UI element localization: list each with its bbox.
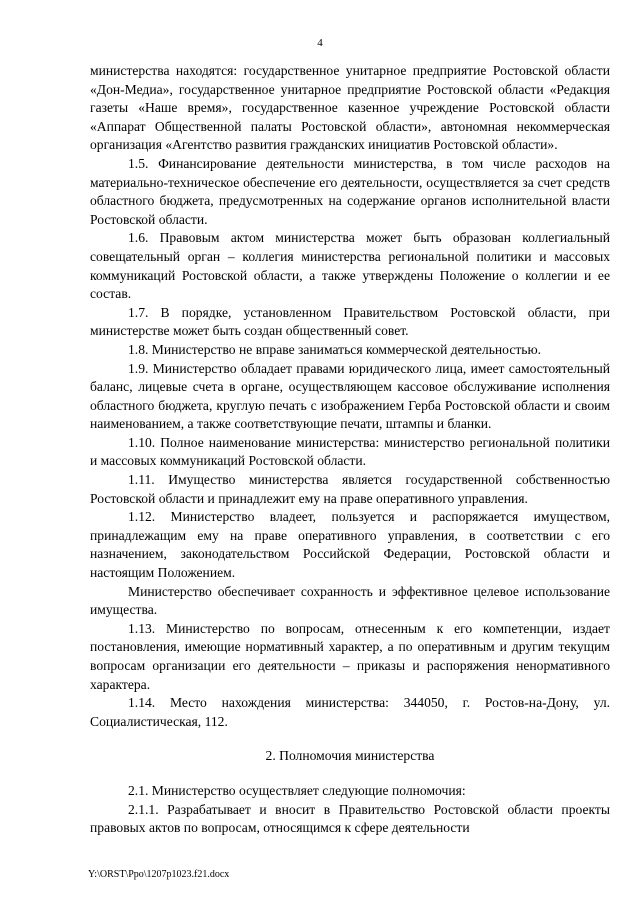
paragraph-1-9: 1.9. Министерство обладает правами юридического лица, имеет самостоятельный баланс, лицевые счета в органе, осуществляющем кассовое обслуживание исполнения областного бюджета, круглую печать с изображением Герба Ростовской области и своим наименованием, а также соответствующие печати, штампы и бланки. (90, 360, 610, 432)
paragraph-1-14: 1.14. Место нахождения министерства: 344050, г. Ростов-на-Дону, ул. Социалистическая, 112. (90, 695, 610, 729)
paragraph-1-5: 1.5. Финансирование деятельности министерства, в том числе расходов на материально-техническое обеспечение его деятельности, осуществляется за счет средств областного бюджета, предусмотренных на содержание органов исполнительной власти Ростовской области. (90, 155, 610, 227)
paragraph-continuation: министерства находятся: государственное унитарное предприятие Ростовской области «Дон-Медиа», государственное унитарное предприятие Ростовской области «Редакция газеты «Наше время», государственное казенное учреждение Ростовской области «Аппарат Общественной палаты Ростовской области», автономная некоммерческая организация «Агентство развития гражданских инициатив Ростовской области». (90, 63, 610, 153)
paragraph-2-1: 2.1. Министерство осуществляет следующие полномочия: (128, 782, 466, 798)
footer-file-path: Y:\ORST\Ppo\1207p1023.f21.docx (88, 869, 230, 880)
section-heading: 2. Полномочия министерства (265, 748, 435, 764)
paragraph-property-safety: Министерство обеспечивает сохранность и эффективное целевое использование имущества. (90, 583, 610, 618)
paragraph-2-1-1: 2.1.1. Разрабатывает и вносит в Правительство Ростовской области проекты правовых актов по вопросам, относящимся к сфере деятельности (90, 801, 610, 836)
paragraph-1-7: 1.7. В порядке, установленном Правительством Ростовской области, при министерстве может быть создан общественный совет. (90, 304, 610, 339)
page-number: 4 (317, 37, 323, 49)
paragraph-1-13: 1.13. Министерство по вопросам, отнесенным к его компетенции, издает постановления, имеющие нормативный характер, а по оперативным и другим текущим вопросам организации его деятельности – приказы и распоряжения ненормативного характера. (90, 620, 610, 692)
paragraph-1-6: 1.6. Правовым актом министерства может быть образован коллегиальный совещательный орган – коллегия министерства региональной политики и массовых коммуникаций Ростовской области, а также утверждены Положение о коллегии и ее состав. (90, 230, 610, 302)
paragraph-1-11: 1.11. Имущество министерства является государственной собственностью Ростовской области и принадлежит ему на праве оперативного управления. (90, 472, 610, 506)
paragraph-1-12: 1.12. Министерство владеет, пользуется и распоряжается имуществом, принадлежащим ему на праве оперативного управления, в соответствии с его назначением, законодательством Российской Федерации, Ростовской области и настоящим Положением. (90, 509, 610, 581)
paragraph-1-10: 1.10. Полное наименование министерства: министерство региональной политики и массовых коммуникаций Ростовской области. (90, 434, 610, 469)
document-body (90, 62, 610, 838)
paragraph-1-8: 1.8. Министерство не вправе заниматься коммерческой деятельностью. (128, 341, 542, 357)
